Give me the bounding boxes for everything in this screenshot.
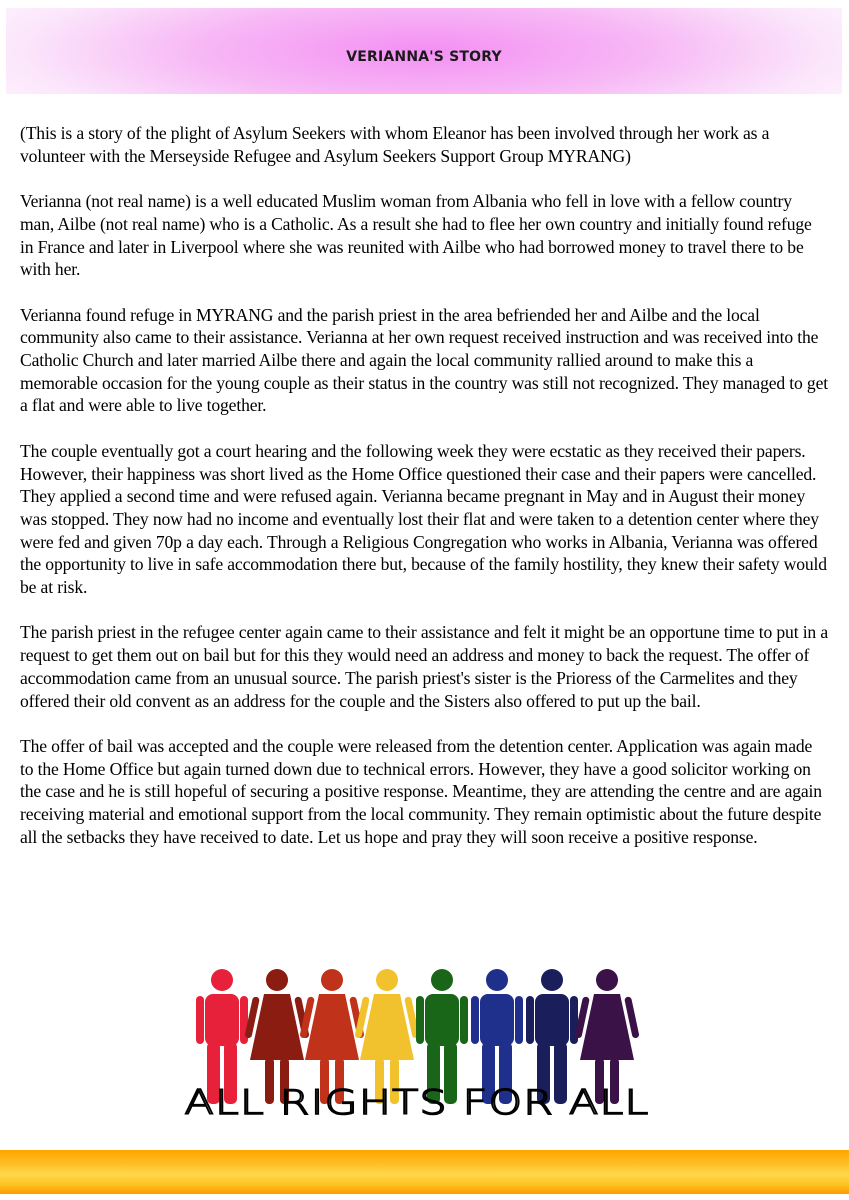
story-paragraph: (This is a story of the plight of Asylum Seekers with whom Eleanor has been involved through her work as a volunteer with the Merseyside Refugee and Asylum Seekers Support Group MYRANG) xyxy=(20,123,770,166)
all-rights-illustration xyxy=(182,962,652,1122)
story-paragraph: The parish priest in the refugee center again came to their assistance and felt it might be an opportune time to put in a request to get them out on bail but for this they would need an address and money to back the request. The offer of accommodation came from an unusual source. The parish priest's sister is the Prioress of the Carmelites and they offered their old convent as an address for the couple and the Sisters also offered to put up the bail. xyxy=(20,622,828,711)
header-banner xyxy=(6,8,842,94)
illustration-caption: ALL RIGHTS FOR ALL xyxy=(184,1083,650,1122)
story-paragraph: Verianna (not real name) is a well educated Muslim woman from Albania who fell in love with a fellow country man, Ailbe (not real name) who is a Catholic. As a result she had to flee her own country and initially found refuge in France and later in Liverpool where she was reunited with Ailbe who had borrowed money to travel there to be with her. xyxy=(20,191,812,280)
story-paragraph: Verianna found refuge in MYRANG and the parish priest in the area befriended her and Ailbe and the local community also came to their assistance. Verianna at her own request received instruction and was received into the Catholic Church and later married Ailbe there and again the local community rallied around to make this a memorable occasion for the young couple as their status in the country was still not recognized. They managed to get a flat and were able to live together. xyxy=(20,304,828,416)
footer-bar xyxy=(0,1150,849,1194)
story-body xyxy=(20,122,828,871)
story-paragraph: The couple eventually got a court hearing and the following week they were ecstatic as they received their papers. However, their happiness was short lived as the Home Office questioned their case and their papers were cancelled. They applied a second time and were refused again. Verianna became pregnant in May and in August their money was stopped. They now had no income and eventually lost their flat and were taken to a detention center where they were fed and given 70p a day each. Through a Religious Congregation who works in Albania, Verianna was offered the opportunity to live in safe accommodation there but, because of the family hostility, they knew their safety would be at risk. xyxy=(20,440,827,598)
page-title: VERIANNA'S STORY xyxy=(346,49,502,65)
story-paragraph: The offer of bail was accepted and the couple were released from the detention center. Application was again made to the Home Office but again turned down due to technical errors. However, they have a good solicitor working on the case and he is still hopeful of securing a positive response. Meantime, they are attending the centre and are again receiving material and emotional support from the local community. They remain optimistic about the future despite all the setbacks they have received to date. Let us hope and pray they will soon receive a positive response. xyxy=(20,735,822,847)
people-figures-graphic xyxy=(182,962,652,1122)
